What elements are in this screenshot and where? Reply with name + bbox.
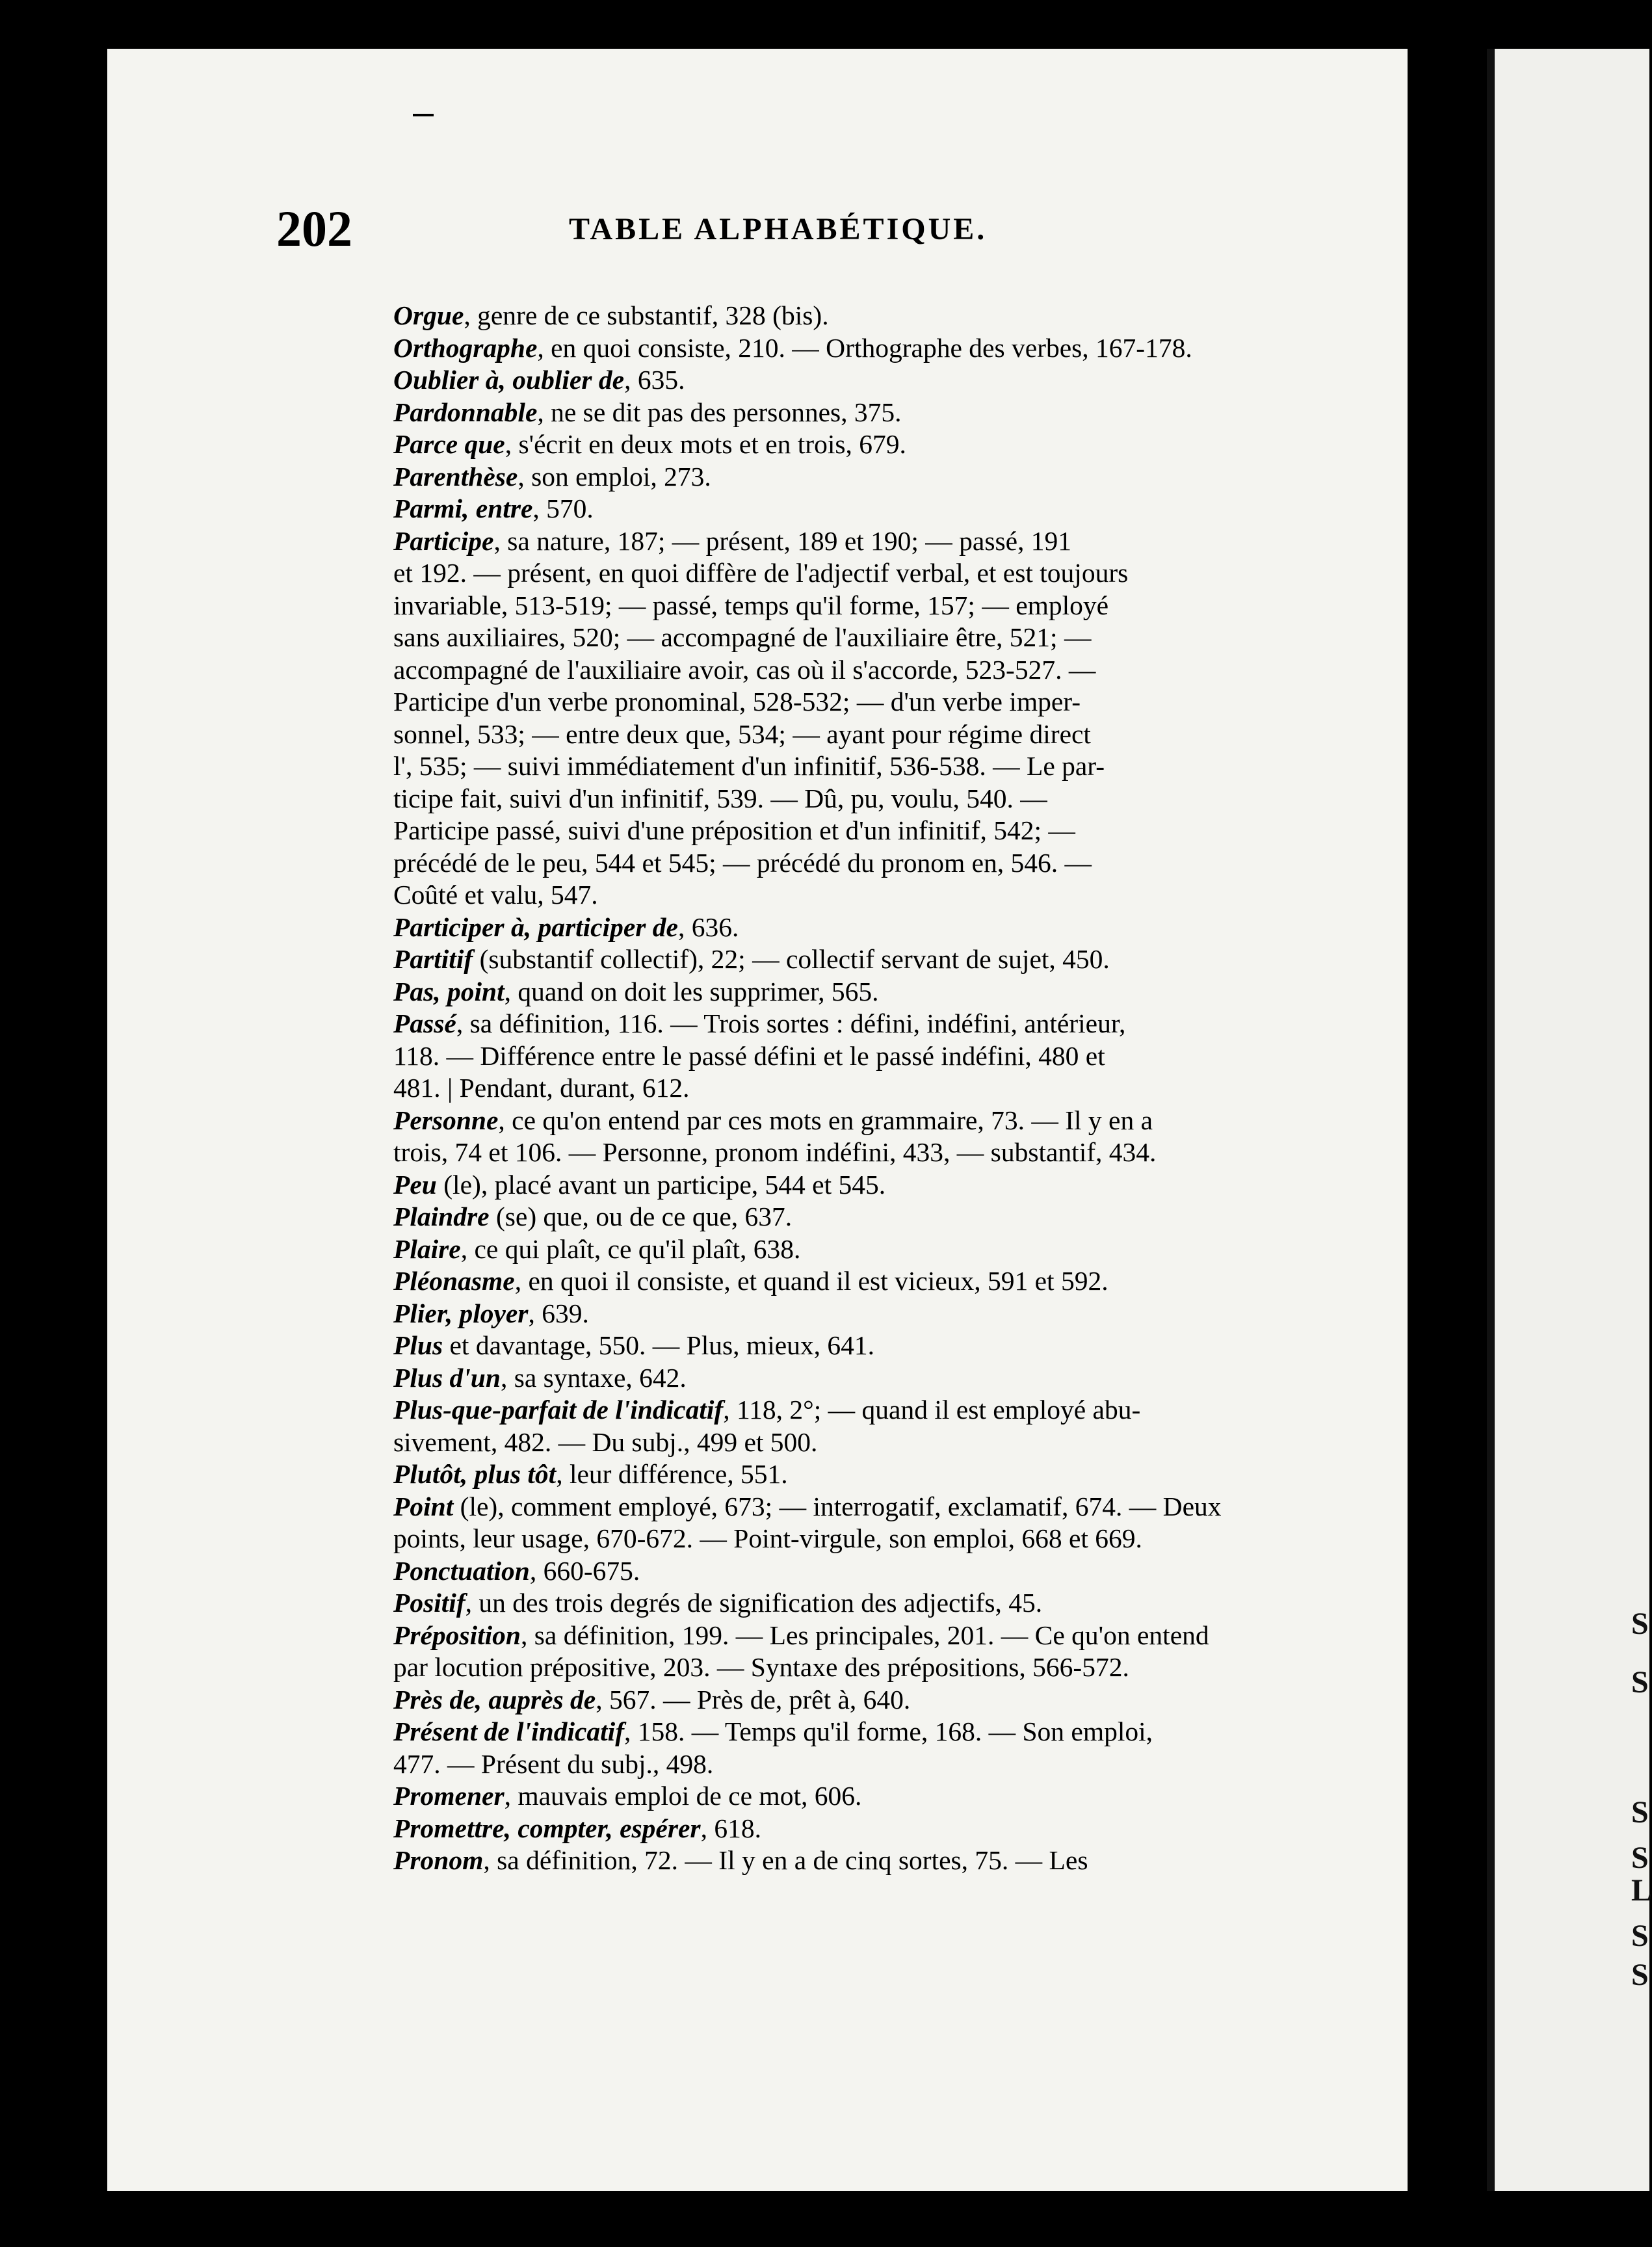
entry-term: Passé [393,1008,456,1038]
index-entry [393,912,1336,944]
entry-text: (se) que, ou de ce que, 637. [489,1202,793,1231]
entry-text: (substantif collectif), 22; — collectif servant de sujet, 450. [473,944,1110,974]
entry-line [393,976,1336,1008]
entry-line [393,654,1336,687]
entry-text: (le), placé avant un participe, 544 et 545. [436,1169,886,1200]
entry-term: Orthographe [393,332,538,363]
index-entry [393,1684,1336,1716]
entry-text: , sa nature, 187; — présent, 189 et 190; — passé, 191 [493,525,1072,556]
entry-line [393,815,1336,847]
entry-text: l', 535; — suivi immédiatement d'un infinitif, 536-538. — Le par- [393,751,1105,781]
index-entry [393,332,1336,365]
entry-line [393,1072,1336,1105]
entry-term: Point [393,1491,454,1521]
facing-page-letter: S [1631,1841,1649,1875]
page-number: 202 [276,200,352,257]
entry-text: 118. — Différence entre le passé défini et le passé indéfini, 480 et [393,1040,1105,1071]
entry-text: , ce qui plaît, ce qu'il plaît, 638. [460,1233,801,1264]
index-entry [393,1620,1336,1684]
entry-text: sans auxiliaires, 520; — accompagné de l'auxiliaire être, 521; — [393,622,1092,652]
entry-text: , ne se dit pas des personnes, 375. [537,397,902,427]
entry-text: et davantage, 550. — Plus, mieux, 641. [443,1330,875,1360]
index-entry [393,1201,1336,1233]
entry-text: sonnel, 533; — entre deux que, 534; — ayant pour régime direct [393,718,1091,749]
entry-line [393,428,1336,461]
entry-line [393,1845,1336,1877]
entry-text: 477. — Présent du subj., 498. [393,1748,714,1779]
index-entry [393,976,1336,1008]
entry-line [393,1620,1336,1652]
index-entry [393,1233,1336,1266]
index-entry [393,493,1336,525]
index-entry [393,1105,1336,1169]
entry-term: Parenthèse [393,461,518,492]
entry-line [393,332,1336,365]
index-entry [393,1780,1336,1813]
entry-line [393,493,1336,525]
entry-text: , s'écrit en deux mots et en trois, 679. [505,429,906,459]
entry-line [393,1587,1336,1620]
entry-line [393,1491,1336,1523]
entry-line [393,300,1336,332]
entry-text: et 192. — présent, en quoi diffère de l'adjectif verbal, et est toujours [393,558,1129,588]
entry-text: , leur différence, 551. [556,1459,788,1489]
entry-line [393,1105,1336,1137]
entry-term: Plutôt, plus tôt [393,1459,557,1489]
entry-text: , 118, 2°; — quand il est employé abu- [723,1395,1141,1425]
entry-line [393,557,1336,590]
entry-term: Préposition [393,1620,521,1650]
entry-text: , genre de ce substantif, 328 (bis). [464,300,829,330]
entry-term: Promettre, compter, espérer [393,1813,701,1843]
entry-line [393,1330,1336,1362]
entry-term: Personne [393,1105,499,1135]
index-entry [393,525,1336,912]
entry-text: précédé de le peu, 544 et 545; — précédé du pronom en, 546. — [393,847,1092,878]
entry-term: Partitif [393,944,473,974]
entry-term: Plaire [393,1233,461,1264]
entry-line [393,1394,1336,1426]
entry-term: Participer à, participer de [393,912,678,942]
entry-line [393,1555,1336,1588]
entry-line [393,590,1336,622]
entry-line [393,1684,1336,1716]
entry-text: , 567. — Près de, prêt à, 640. [596,1684,911,1715]
index-entry [393,397,1336,429]
running-title: TABLE ALPHABÉTIQUE. [569,212,988,246]
entry-text: accompagné de l'auxiliaire avoir, cas où il s'accorde, 523-527. — [393,654,1096,685]
entry-line [393,1426,1336,1459]
entry-line [393,1233,1336,1266]
page-header [276,200,1271,265]
entry-line [393,1362,1336,1395]
entry-term: Peu [393,1169,437,1200]
page-gutter [1487,49,1495,2191]
entry-line [393,1651,1336,1684]
index-entry [393,1298,1336,1330]
index-entry [393,1587,1336,1620]
index-entry [393,1813,1336,1845]
entry-line [393,1813,1336,1845]
index-entry [393,943,1336,976]
book-page [107,49,1652,2191]
entry-text: , sa syntaxe, 642. [500,1362,687,1393]
entry-text: 481. | Pendant, durant, 612. [393,1073,690,1103]
entry-term: Plus [393,1330,443,1360]
entry-line [393,364,1336,397]
entry-line [393,718,1336,751]
entry-line [393,943,1336,976]
entry-text: par locution prépositive, 203. — Syntaxe des prépositions, 566-572. [393,1652,1129,1682]
entry-text: invariable, 513-519; — passé, temps qu'il forme, 157; — employé [393,590,1109,620]
index-entry [393,1394,1336,1458]
index-entries [393,300,1336,1877]
entry-term: Positif [393,1588,465,1618]
entry-text: , 618. [700,1813,761,1843]
entry-term: Plus-que-parfait de l'indicatif [393,1395,724,1425]
entry-term: Plaindre [393,1202,490,1231]
entry-text: Participe passé, suivi d'une préposition et d'un infinitif, 542; — [393,815,1075,845]
entry-term: Participe [393,525,494,556]
entry-line [393,1458,1336,1491]
facing-page-letter: S [1631,1607,1649,1641]
entry-line [393,686,1336,718]
index-entry [393,1458,1336,1491]
index-entry [393,1169,1336,1202]
entry-text: (le), comment employé, 673; — interrogatif, exclamatif, 674. — Deux [453,1491,1222,1521]
entry-term: Près de, auprès de [393,1684,596,1715]
entry-text: , sa définition, 199. — Les principales, 201. — Ce qu'on entend [521,1620,1209,1650]
facing-page-letter: S [1631,1919,1649,1953]
entry-text: Participe d'un verbe pronominal, 528-532; — d'un verbe imper- [393,687,1081,716]
index-entry [393,1491,1336,1555]
entry-text: sivement, 482. — Du subj., 499 et 500. [393,1426,818,1457]
entry-text: , 660-675. [529,1555,640,1586]
entry-term: Pardonnable [393,397,538,427]
entry-text: points, leur usage, 670-672. — Point-virgule, son emploi, 668 et 669. [393,1523,1142,1553]
entry-line [393,1523,1336,1555]
index-entry [393,364,1336,397]
entry-term: Pléonasme [393,1266,515,1296]
entry-text: , 158. — Temps qu'il forme, 168. — Son emploi, [624,1716,1153,1746]
index-entry [393,461,1336,493]
entry-line [393,879,1336,912]
entry-text: , quand on doit les supprimer, 565. [504,976,879,1006]
facing-page-letter: S [1631,1795,1649,1830]
index-entry [393,1845,1336,1877]
entry-line [393,1265,1336,1298]
entry-term: Présent de l'indicatif [393,1716,625,1746]
entry-text: , son emploi, 273. [518,461,711,492]
index-entry [393,1330,1336,1362]
entry-line [393,1716,1336,1748]
entry-line [393,1040,1336,1073]
entry-text: , 635. [624,365,685,395]
entry-term: Oublier à, oublier de [393,365,625,395]
entry-line [393,622,1336,654]
entry-line [393,1169,1336,1202]
entry-text: , sa définition, 116. — Trois sortes : défini, indéfini, antérieur, [456,1008,1126,1038]
entry-text: trois, 74 et 106. — Personne, pronom indéfini, 433, — substantif, 434. [393,1137,1157,1167]
entry-line [393,1298,1336,1330]
entry-text: , en quoi il consiste, et quand il est vicieux, 591 et 592. [514,1266,1108,1296]
entry-text: , ce qu'on entend par ces mots en grammaire, 73. — Il y en a [498,1105,1153,1135]
entry-text: Coûté et valu, 547. [393,880,598,910]
entry-term: Parmi, entre [393,493,533,523]
entry-term: Pas, point [393,976,505,1006]
index-entry [393,1716,1336,1780]
entry-line [393,750,1336,783]
header-dash [413,114,434,116]
entry-text: , mauvais emploi de ce mot, 606. [504,1781,862,1811]
index-entry [393,1555,1336,1588]
entry-text: ticipe fait, suivi d'un infinitif, 539. — Dû, pu, voulu, 540. — [393,783,1047,813]
entry-term: Parce que [393,429,505,459]
entry-line [393,397,1336,429]
index-entry [393,1008,1336,1105]
entry-line [393,912,1336,944]
index-entry [393,1362,1336,1395]
entry-line [393,1201,1336,1233]
index-entry [393,300,1336,332]
facing-page-letter: L [1631,1873,1652,1908]
facing-page-letter: S [1631,1958,1649,1992]
entry-text: , en quoi consiste, 210. — Orthographe des verbes, 167-178. [537,332,1192,363]
entry-term: Pronom [393,1845,484,1875]
entry-line [393,783,1336,815]
entry-line [393,525,1336,558]
entry-line [393,1780,1336,1813]
facing-page-letter: S [1631,1665,1649,1700]
entry-line [393,847,1336,880]
index-entry [393,1265,1336,1298]
entry-text: , 570. [532,493,594,523]
entry-term: Orgue [393,300,464,330]
entry-term: Plus d'un [393,1362,501,1393]
entry-text: , sa définition, 72. — Il y en a de cinq sortes, 75. — Les [483,1845,1088,1875]
entry-line [393,461,1336,493]
index-entry [393,428,1336,461]
facing-page-edge [1495,49,1652,2191]
entry-text: , 636. [677,912,739,942]
entry-term: Promener [393,1781,505,1811]
entry-term: Plier, ployer [393,1298,529,1328]
entry-line [393,1748,1336,1781]
entry-text: , un des trois degrés de signification des adjectifs, 45. [465,1588,1043,1618]
entry-term: Ponctuation [393,1555,530,1586]
entry-line [393,1137,1336,1169]
entry-line [393,1008,1336,1040]
entry-text: , 639. [528,1298,589,1328]
